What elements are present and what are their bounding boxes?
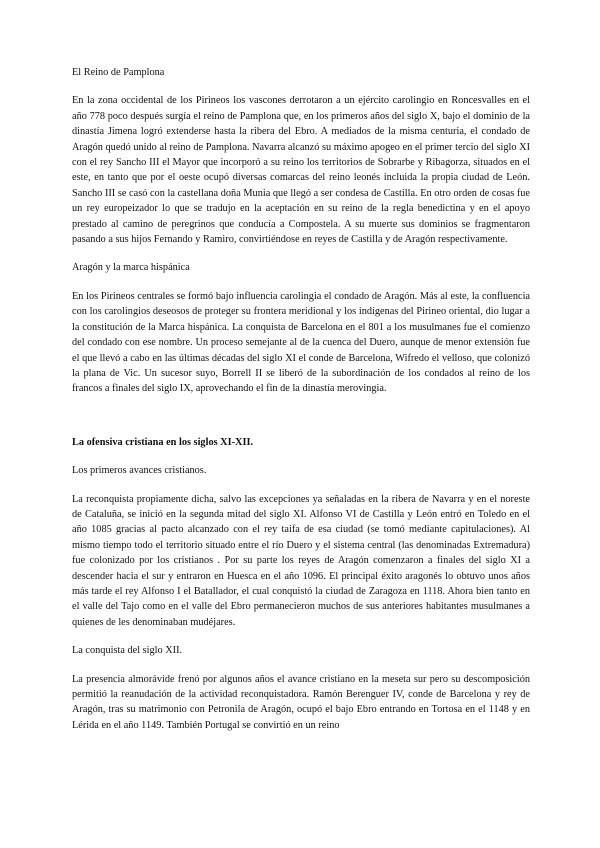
paragraph-aragon-marca: En los Pirineos centrales se formó bajo influencia carolingia el condado de Aragón. Más al este, la confluencia con los carolingios deseosos de proteger su frontera meridional y los indígenas del Pirineo oriental, dio lugar a la constitución de la Marca hispánica. La conquista de Barcelona en el 801 a los musulmanes fue el comienzo del condado con ese nombre. Un proceso semejante al de la cuenca del Duero, aunque de menor extensión fue el que llevó a cabo en las últimas décadas del siglo XI el conde de Barcelona, Wifredo el velloso, que colonizó la plana de Vic. Un sucesor suyo, Borrell II se liberó de la subordinación de los condados al reino de los francos a finales del siglo IX, aprovechando el fin de la dinastía merovingia.	[72, 290, 530, 395]
section-heading-conquista-siglo-xii: La conquista del siglo XII.	[72, 645, 183, 657]
section-heading-aragon-marca: Aragón y la marca hispánica	[72, 262, 190, 274]
paragraph-reino-pamplona: En la zona occidental de los Pirineos los vascones derrotaron a un ejército carolingio en Roncesvalles en el año 778 poco después surgía el reino de Pamplona que, en los primeros años del siglo X, bajo el dominio de la dinastía Jimena logró extenderse hasta la ribera del Ebro. A mediados de la misma centuria, el condado de Aragón quedó unido al reino de Pamplona. Navarra alcanzó su máximo apogeo en el primer tercio del siglo XI con el rey Sancho III el Mayor que incorporó a su reino los territorios de Sobrarbe y Ribagorza, situados en el este, en tanto que por el oeste ocupó diversas comarcas del reino leonés incluida la propia ciudad de León. Sancho III se casó con la castellana doña Munia que llegó a ser condesa de Castilla. En otro orden de cosas fue un rey europeizador lo que se tradujo en la aceptación en su reino de la regla benedictina y en el apoyo prestado al camino de peregrinos que conducía a Compostela. A su muerte sus dominios se fragmentaron pasando a sus hijos Fernando y Ramiro, convirtiéndose en reyes de Castilla y de Aragón respectivamente.	[72, 95, 530, 246]
document-page	[72, 65, 530, 733]
chapter-heading-ofensiva-cristiana: La ofensiva cristiana en los siglos XI-XII.	[72, 436, 254, 448]
paragraph-primeros-avances: La reconquista propiamente dicha, salvo las excepciones ya señaladas en la ribera de Navarra y en el noreste de Cataluña, se inició en la segunda mitad del siglo XI. Alfonso VI de Castilla y León entró en Toledo en el año 1085 gracias al pacto alcanzado con el rey taifa de esa ciudad (se tomó mediante capitulaciones). Al mismo tiempo todo el territorio situado entre el río Duero y el sistema central (las denominadas Extremadura) fue colonizado por los cristianos . Por su parte los reyes de Aragón comenzaron a finales del siglo XI a descender hacia el sur y entraron en Huesca en el año 1096. El principal éxito aragonés lo obtuvo unos años más tarde el rey Alfonso I el Batallador, el cual conquistó la ciudad de Zaragoza en 1118. Ahora bien tanto en el valle del Tajo como en el valle del Ebro permanecieron muchos de sus anteriores habitantes musulmanes a quienes de les denominaban mudéjares.	[72, 493, 530, 628]
section-heading-primeros-avances: Los primeros avances cristianos.	[72, 465, 207, 477]
paragraph-conquista-siglo-xii: La presencia almorávide frenó por algunos años el avance cristiano en la meseta sur pero su descomposición permitió la reanudación de la actividad reconquistadora. Ramón Berenguer IV, conde de Barcelona y rey de Aragón, tras su matrimonio con Petronila de Aragón, ocupó el bajo Ebro entrando en Tortosa en el 1148 y en Lérida en el año 1149. También Portugal se convirtió en un reino	[72, 673, 530, 731]
section-heading-reino-pamplona: El Reino de Pamplona	[72, 67, 165, 78]
